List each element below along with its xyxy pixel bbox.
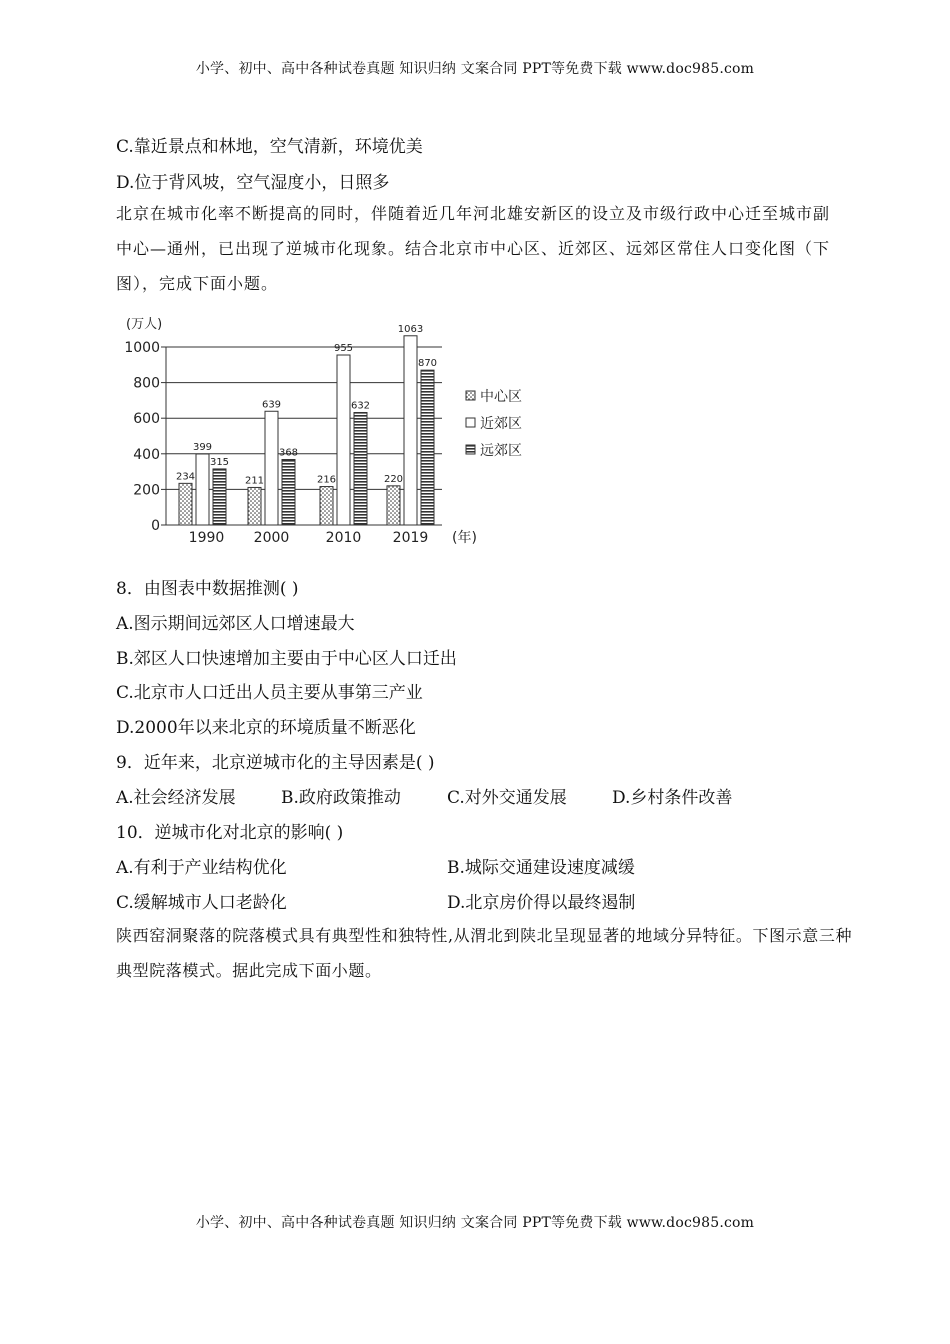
bar-近郊区-2010 [337, 355, 350, 525]
q8-stem: 8．由图表中数据推测( ) [116, 579, 299, 599]
q10-stem: 10．逆城市化对北京的影响( ) [116, 823, 344, 843]
intro-paragraph-shaanxi: 陕西窑洞聚落的院落模式具有典型性和独特性,从渭北到陕北呈现显著的地域分异特征。下图示意三种典型院落模式。据此完成下面小题。 [116, 926, 853, 980]
bar-中心区-2019 [387, 486, 400, 525]
x-tick-label: 1990 [188, 530, 225, 546]
bar-远郊区-2019 [421, 370, 434, 525]
page-footer: 小学、初中、高中各种试卷真题 知识归纳 文案合同 PPT等免费下载 www.doc985.com [195, 1215, 755, 1231]
data-label: 216 [316, 474, 337, 486]
data-label: 315 [209, 456, 230, 468]
prev-option-d: D.位于背风坡，空气湿度小，日照多 [116, 173, 390, 193]
q8-option-a: A.图示期间远郊区人口增速最大 [116, 614, 355, 634]
q9-option-b: B.政府政策推动 [281, 788, 401, 808]
q8-option-b: B.郊区人口快速增加主要由于中心区人口迁出 [116, 649, 457, 669]
x-tick-label: 2000 [253, 530, 290, 546]
data-label: 220 [383, 473, 404, 485]
population-chart [116, 310, 536, 550]
data-label: 234 [175, 471, 196, 483]
bar-中心区-2000 [248, 487, 261, 525]
data-label: 368 [278, 447, 299, 459]
q9-option-c: C.对外交通发展 [447, 788, 567, 808]
x-tick-label: 2019 [392, 530, 429, 546]
q8-option-d: D.2000年以来北京的环境质量不断恶化 [116, 718, 416, 738]
data-label: 632 [350, 400, 371, 412]
bar-近郊区-2000 [265, 411, 278, 525]
q10-option-d: D.北京房价得以最终遏制 [447, 893, 636, 913]
q9-stem: 9．近年来，北京逆城市化的主导因素是( ) [116, 753, 435, 773]
q10-option-a: A.有利于产业结构优化 [116, 858, 287, 878]
q10-option-c: C.缓解城市人口老龄化 [116, 893, 287, 913]
y-tick-label: 400 [133, 446, 160, 463]
legend-label: 中心区 [480, 389, 522, 405]
x-axis-label: (年) [452, 530, 477, 546]
bar-远郊区-1990 [213, 469, 226, 525]
y-axis-label: (万人) [126, 317, 163, 332]
q8-option-c: C.北京市人口迁出人员主要从事第三产业 [116, 683, 423, 703]
legend-swatch [466, 418, 475, 427]
data-label: 211 [244, 475, 265, 487]
y-tick-label: 800 [133, 375, 160, 392]
data-label: 955 [333, 343, 354, 355]
data-label: 639 [261, 399, 282, 411]
y-tick-label: 600 [133, 411, 160, 428]
bar-近郊区-2019 [404, 336, 417, 525]
x-tick-label: 2010 [325, 530, 362, 546]
bar-远郊区-2000 [282, 459, 295, 525]
legend-swatch [466, 445, 475, 454]
y-tick-label: 200 [133, 482, 160, 499]
data-label: 870 [417, 358, 438, 370]
page-header: 小学、初中、高中各种试卷真题 知识归纳 文案合同 PPT等免费下载 www.doc985.com [195, 61, 755, 77]
q9-option-d: D.乡村条件改善 [612, 788, 733, 808]
q10-option-b: B.城际交通建设速度减缓 [447, 858, 635, 878]
legend-label: 近郊区 [480, 416, 522, 432]
data-label: 399 [192, 441, 213, 453]
y-tick-label: 0 [151, 518, 160, 534]
bar-近郊区-1990 [196, 454, 209, 525]
q9-option-a: A.社会经济发展 [116, 788, 236, 808]
y-tick-label: 1000 [124, 340, 160, 356]
prev-option-c: C.靠近景点和林地，空气清新，环境优美 [116, 137, 423, 157]
legend-label: 远郊区 [480, 443, 522, 459]
bar-中心区-2010 [320, 487, 333, 525]
legend-swatch [466, 391, 475, 400]
bar-中心区-1990 [179, 483, 192, 525]
data-label: 1063 [397, 323, 424, 335]
intro-paragraph-beijing: 北京在城市化率不断提高的同时，伴随着近几年河北雄安新区的设立及市级行政中心迁至城市副中心—通州，已出现了逆城市化现象。结合北京市中心区、近郊区、远郊区常住人口变化图（下图），完成下面小题。 [116, 204, 831, 293]
bar-远郊区-2010 [354, 413, 367, 525]
